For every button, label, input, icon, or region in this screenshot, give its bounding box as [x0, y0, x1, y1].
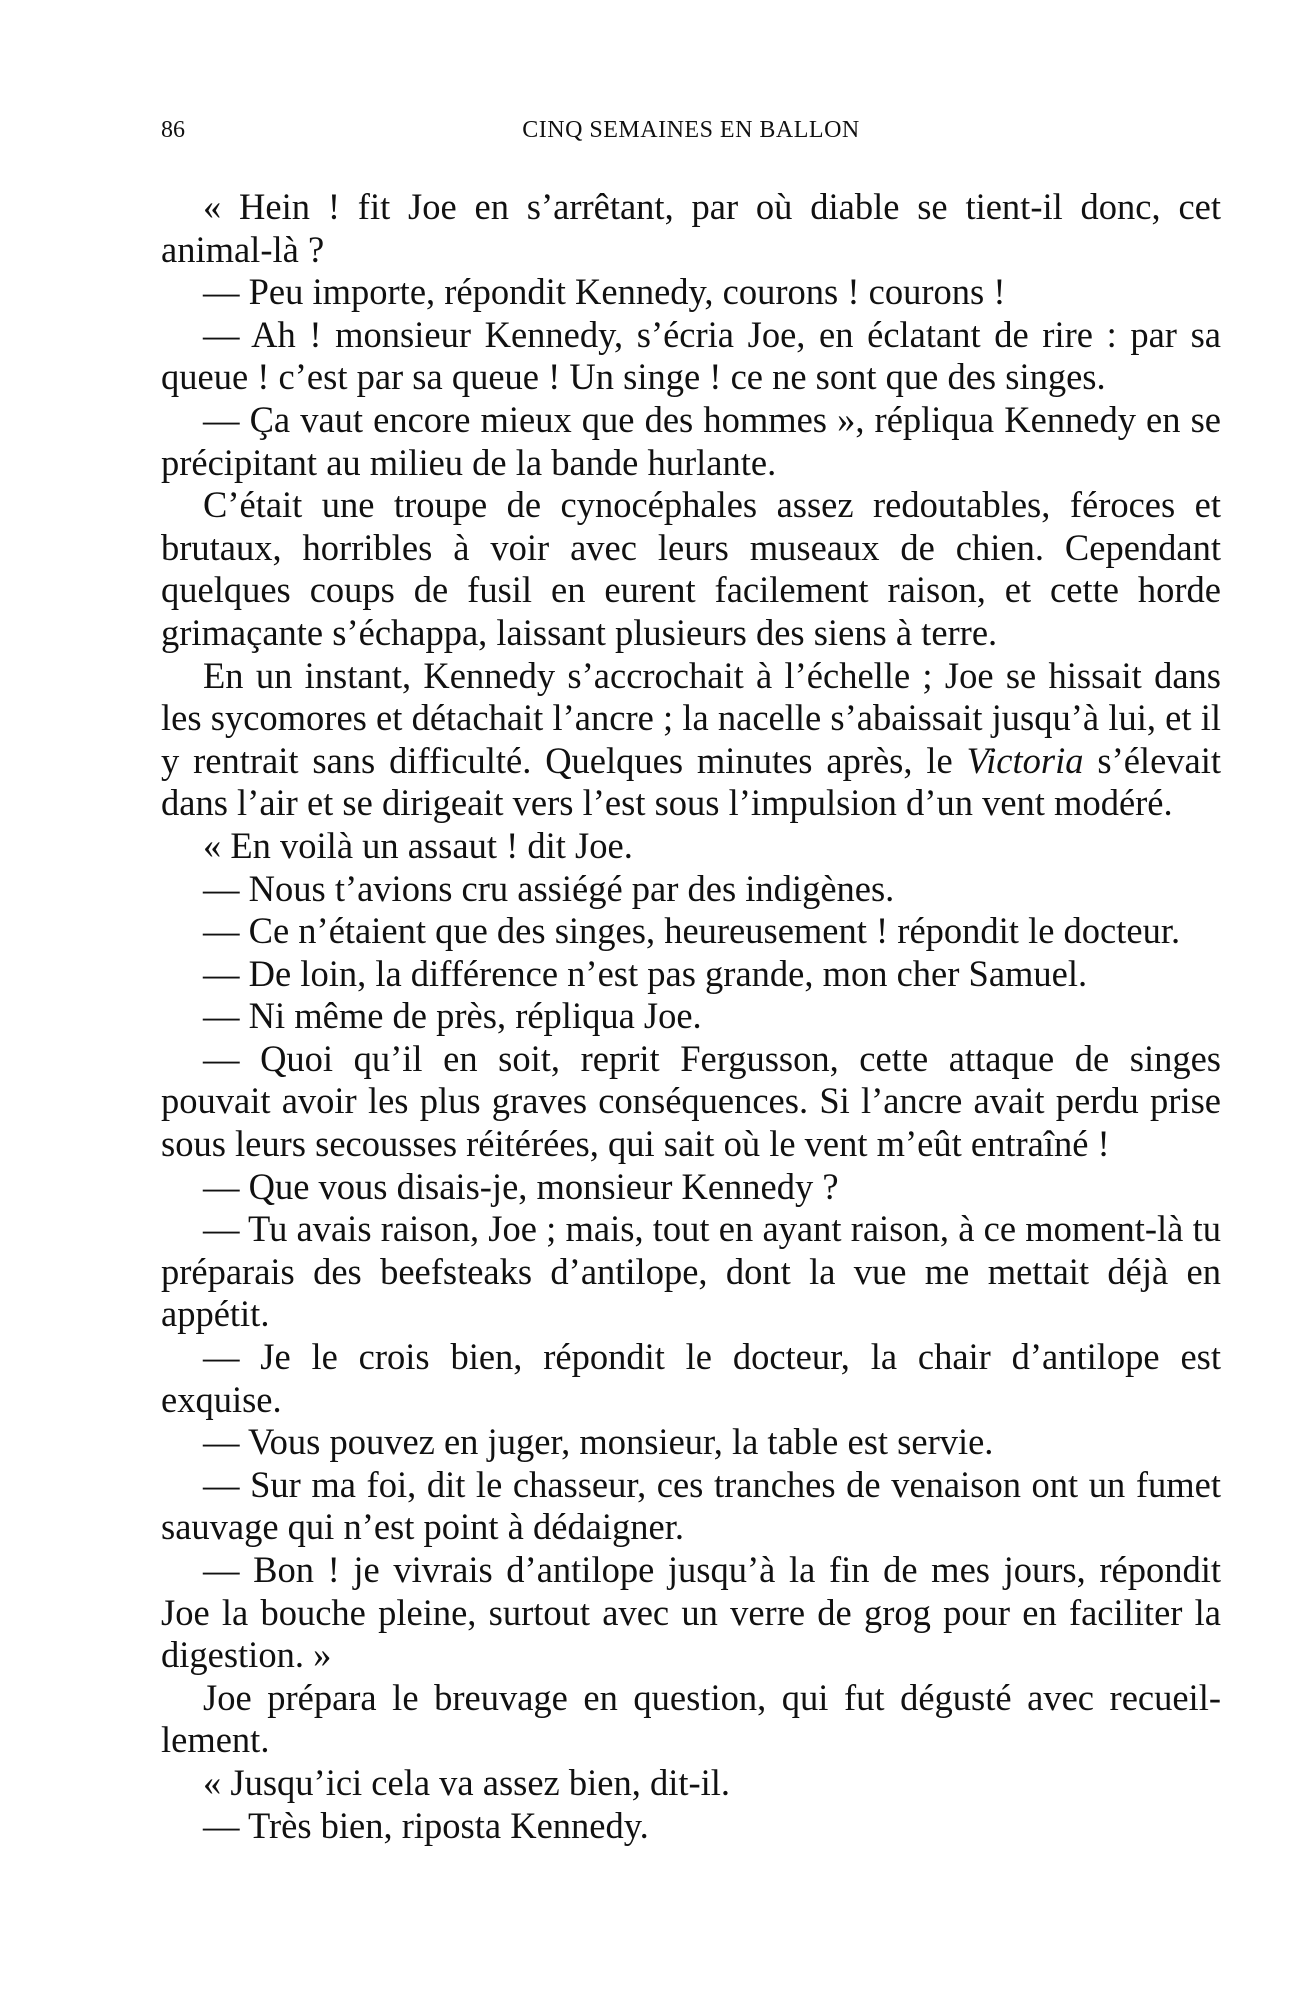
paragraph: Joe prépara le breuvage en question, qui fut dégusté avec recueillement. [161, 1676, 1221, 1761]
paragraph-text: En un instant, Kennedy s’accrochait à l’échelle ; Joe se hissait dans les sycomores et détachait l’ancre ; la nacelle s’abaissait jusqu’à lui, et il y rentrait sans difficulté. Quelques minutes après, le [161, 654, 1221, 781]
paragraph: — Ni même de près, répliqua Joe. [203, 995, 702, 1037]
paragraph: — Bon ! je vivrais d’antilope jusqu’à la fin de mes jours, répondit Joe la bouche pleine, surtout avec un verre de grog pour en faciliter la digestion. » [161, 1549, 1221, 1676]
paragraph: — Que vous disais-je, monsieur Kennedy ? [203, 1165, 839, 1207]
paragraph: « Jusqu’ici cela va assez bien, dit-il. [203, 1761, 731, 1803]
paragraph: — Peu importe, répondit Kennedy, courons ! courons ! [203, 271, 1006, 313]
page-header [161, 112, 1221, 148]
ship-name: Victoria [966, 739, 1084, 781]
paragraph: « En voilà un assaut ! dit Joe. [203, 824, 633, 866]
paragraph: — Nous t’avions cru assiégé par des indigènes. [203, 867, 895, 909]
body-text [161, 186, 1221, 1847]
paragraph: — Quoi qu’il en soit, reprit Fergusson, cette attaque de singes pouvait avoir les plus graves conséquences. Si l’ancre avait perdu prise sous leurs secousses réitérées, qui sait où le vent m’eût entraîné ! [161, 1037, 1221, 1165]
paragraph: — Tu avais raison, Joe ; mais, tout en ayant raison, à ce moment-là tu préparais des beefsteaks d’antilope, dont la vue me mettait déjà en appétit. [161, 1208, 1221, 1335]
paragraph: — De loin, la différence n’est pas grande, mon cher Samuel. [203, 952, 1088, 994]
paragraph: C’était une troupe de cynocéphales assez redoutables, féroces et brutaux, horribles à voir avec leurs museaux de chien. Cependant quelques coups de fusil en eurent facilement raison, et cette horde grimaçante s’échappa, laissant plusieurs des siens à terre. [161, 484, 1221, 653]
paragraph: — Je le crois bien, répondit le docteur, la chair d’antilope est exquise. [161, 1336, 1221, 1420]
paragraph: — Ce n’étaient que des singes, heureusement ! répondit le docteur. [203, 910, 1181, 952]
running-title: CINQ SEMAINES EN BALLON [522, 117, 860, 143]
page-number: 86 [161, 117, 185, 143]
paragraph: — Ça vaut encore mieux que des hommes », répliqua Kennedy en se précipitant au milieu de la bande hurlante. [161, 398, 1221, 483]
paragraph [161, 655, 1221, 825]
paragraph: — Sur ma foi, dit le chasseur, ces tranches de venaison ont un fumet sauvage qui n’est point à dédaigner. [161, 1463, 1221, 1548]
paragraph: — Ah ! monsieur Kennedy, s’écria Joe, en éclatant de rire : par sa queue ! c’est par sa queue ! Un singe ! ce ne sont que des singes. [161, 313, 1221, 398]
paragraph: — Très bien, riposta Kennedy. [203, 1804, 649, 1846]
paragraph: « Hein ! fit Joe en s’arrêtant, par où diable se tient-il donc, cet animal-là ? [161, 186, 1221, 270]
paragraph: — Vous pouvez en juger, monsieur, la table est servie. [203, 1421, 994, 1463]
paragraph-text: s’élevait dans l’air et se dirigeait vers l’est sous l’impulsion d’un vent modéré. [161, 739, 1221, 824]
